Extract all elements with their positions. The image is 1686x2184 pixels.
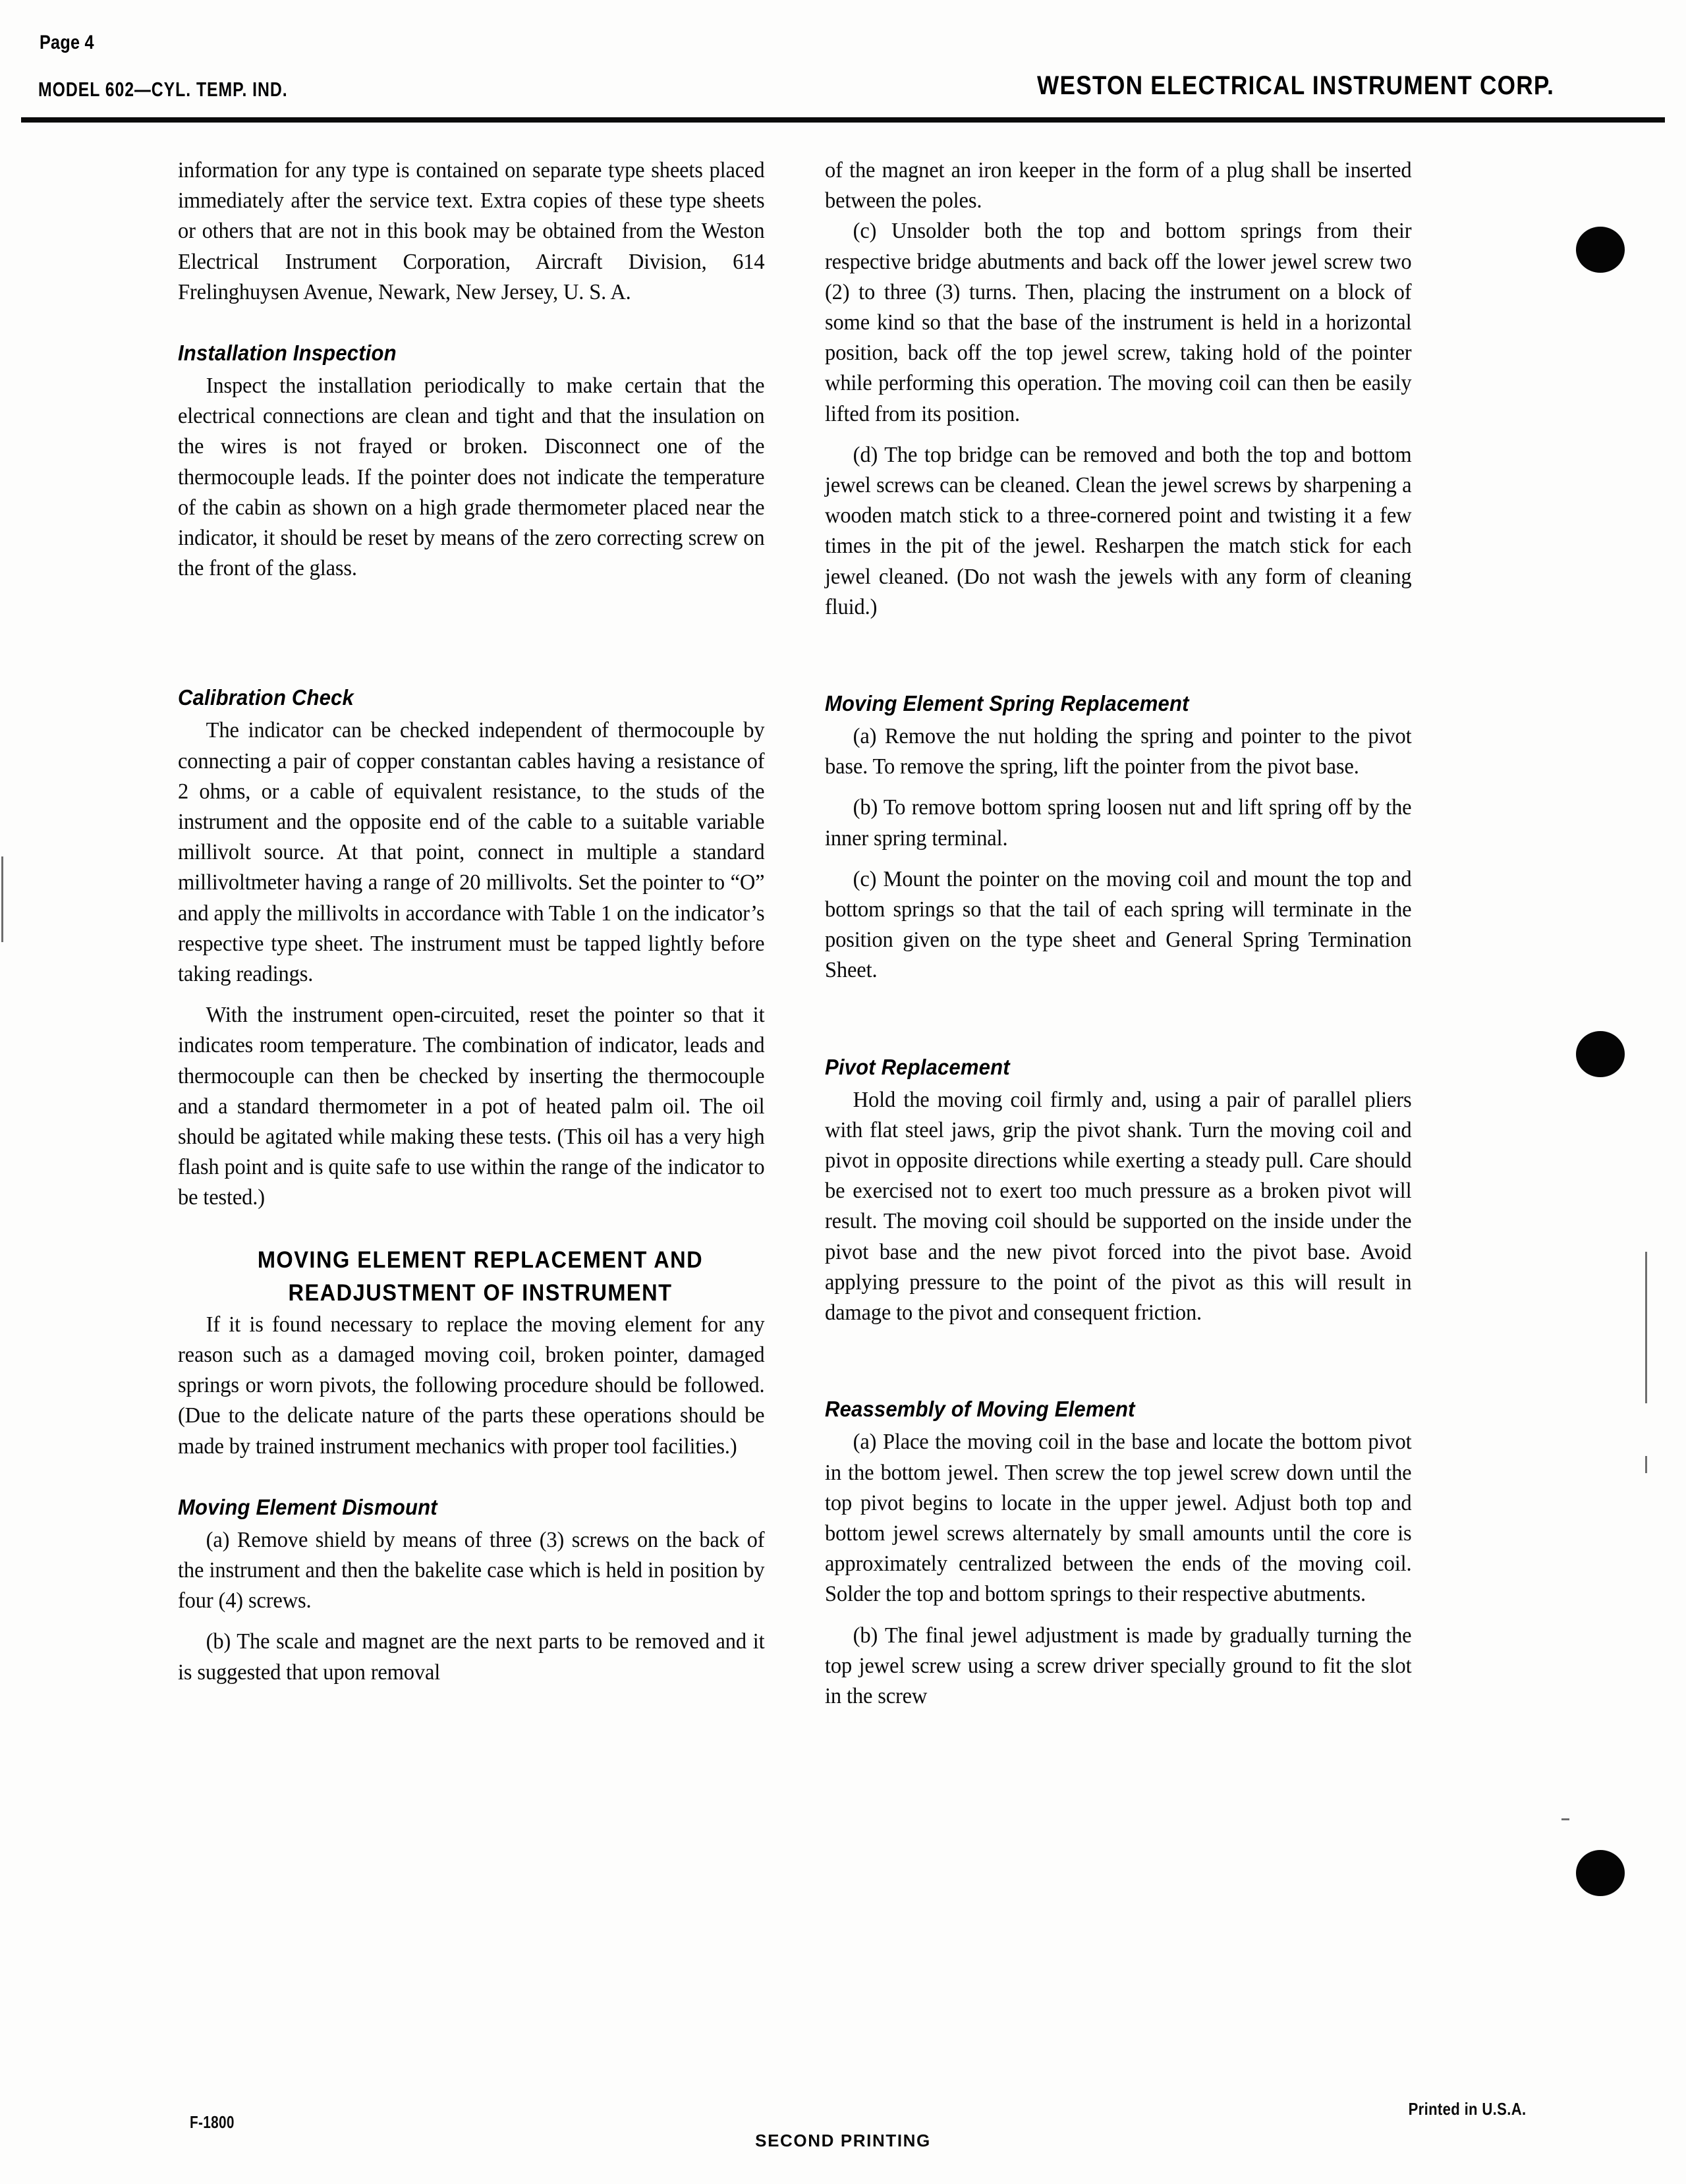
paragraph-dismount-a: (a) Remove shield by means of three (3) screws on the back of the instrument and then the bakelite case which is held in position by four (4) screws. (178, 1527, 765, 1613)
spacer (178, 990, 783, 1000)
scan-edge-mark (1645, 1456, 1647, 1473)
spacer (825, 782, 1430, 793)
hole-punch-mark-bottom (1576, 1850, 1625, 1896)
heading-spring-replacement: Moving Element Spring Replacement (825, 691, 1189, 716)
spacer (178, 1616, 783, 1627)
spacer (825, 623, 1430, 688)
spacer (825, 1610, 1430, 1621)
paragraph-reassembly-a: (a) Place the moving coil in the base and locate the bottom pivot in the bottom jewel. Then screw the top jewel screw down until the top pivot begins to locate in the upper jewel. Adjust both top and bottom jewel screws alternately by small amounts until the core is approximately centralized between the ends of the moving coil. Solder the top and bottom springs to their respective abutments. (825, 1430, 1412, 1607)
printed-in-usa: Printed in U.S.A. (1408, 2099, 1526, 2119)
printing-statement: SECOND PRINTING (755, 2131, 931, 2150)
paragraph-spring-a: (a) Remove the nut holding the spring and pointer to the pivot base. To remove the spring, lift the pointer from the pivot base. (825, 724, 1412, 779)
major-heading (199, 1244, 762, 1310)
heading-reassembly: Reassembly of Moving Element (825, 1397, 1135, 1422)
paragraph-pivot-replacement: Hold the moving coil firmly and, using a pair of parallel pliers with flat steel jaws, grip the pivot shank. Turn the moving coil and pivot in opposite directions while exerting a steady pull. Care should be exercised not to exert too much pressure as a broken pivot will result. The moving coil should be supported on the inside under the pivot base and the new pivot forced into the pivot base. Avoid applying pressure to the point of the pivot as this will result in damage to the pivot and consequent friction. (825, 1087, 1412, 1326)
page-footer (0, 2065, 1686, 2184)
paragraph-major-intro: If it is found necessary to replace the moving element for any reason such as a damaged moving coil, broken pointer, damaged springs or worn pivots, the following procedure should be followed. (Due to the delicate nature of the parts these operations should be made by trained instrument mechanics with proper tool facilities.) (178, 1312, 765, 1459)
hole-punch-mark-top (1576, 227, 1625, 273)
major-heading-line-1: MOVING ELEMENT REPLACEMENT AND (257, 1246, 704, 1273)
major-heading-line-2: READJUSTMENT OF INSTRUMENT (288, 1279, 673, 1306)
paragraph-spring-c: (c) Mount the pointer on the moving coil and mount the top and bottom springs so that the tail of each spring will terminate in the position given on the type sheet and General Spring Termination Sheet. (825, 866, 1412, 983)
intro-paragraph: information for any type is contained on separate type sheets placed immediately after the service text. Extra copies of these type sheets or others that are not in this book may be obtained from the Weston Electrical Instrument Corporation, Aircraft Division, 614 Frelinghuysen Avenue, Newark, New Jersey, U. S. A. (178, 158, 765, 304)
company-name: WESTON ELECTRICAL INSTRUMENT CORP. (1036, 71, 1554, 100)
model-designation: MODEL 602—CYL. TEMP. IND. (38, 78, 288, 101)
paragraph-item-d: (d) The top bridge can be removed and both the top and bottom jewel screws can be cleaned. Clean the jewel screws by sharpening a wooden match stick to a three-cornered point and twisting it a few times in the pit of the jewel. Resharpen the match stick for each jewel cleaned. (Do not wash the jewels with any form of cleaning fluid.) (825, 442, 1412, 619)
spacer (178, 308, 783, 338)
paragraph-item-c: (c) Unsolder both the top and bottom springs from their respective bridge abutments and back off the lower jewel screw two (2) to three (3) turns. Then, placing the instrument on a block of some kind so that the base of the instrument is held in a horizontal position, back off the top jewel screw, taking hold of the pointer while performing this operation. The moving coil can then be easily lifted from its position. (825, 219, 1412, 426)
heading-installation-inspection: Installation Inspection (178, 341, 397, 366)
paragraph-calibration-check-1: The indicator can be checked independent of thermocouple by connecting a pair of copper constantan cables having a resistance of 2 ohms, or a cable of equivalent resistance, to the studs of the instrument and the opposite end of the cable to a suitable variable millivolt source. At that point, connect in multiple a standard millivoltmeter having a range of 20 millivolts. Set the pointer to “O” and apply the millivolts in accordance with Table 1 on the indicator’s respective type sheet. The instrument must be tapped lightly before taking readings. (178, 718, 765, 987)
right-column (825, 155, 1430, 1712)
form-number: F-1800 (190, 2112, 235, 2132)
heading-moving-element-dismount: Moving Element Dismount (178, 1494, 437, 1519)
scan-edge-mark (1645, 1252, 1647, 1403)
heading-pivot-replacement: Pivot Replacement (825, 1054, 1010, 1079)
spacer (178, 1214, 783, 1244)
page-number: Page 4 (40, 32, 94, 53)
spacer (825, 854, 1430, 864)
paragraph-dismount-b: (b) The scale and magnet are the next parts to be removed and it is suggested that upon removal (178, 1629, 765, 1685)
heading-calibration-check: Calibration Check (178, 685, 354, 710)
paragraph-spring-b: (b) To remove bottom spring loosen nut and lift spring off by the inner spring terminal. (825, 795, 1412, 851)
spacer (825, 1328, 1430, 1394)
spacer (178, 1462, 783, 1492)
page-header (0, 0, 1686, 125)
body-columns (178, 155, 1430, 1712)
left-column (178, 155, 783, 1712)
spacer (825, 986, 1430, 1052)
hole-punch-mark-middle (1576, 1031, 1625, 1077)
spacer (825, 430, 1430, 440)
scan-edge-mark (1561, 1818, 1569, 1820)
paragraph-calibration-check-2: With the instrument open-circuited, reset the pointer so that it indicates room temperature. The combination of indicator, leads and thermocouple can then be checked by inserting the thermocouple and a standard thermometer in a pot of heated palm oil. The oil should be agitated while making these tests. (This oil has a very high flash point and is quite safe to use within the range of the indicator to be tested.) (178, 1003, 765, 1210)
scan-edge-mark (1, 856, 3, 942)
paragraph-reassembly-b: (b) The final jewel adjustment is made by gradually turning the top jewel screw using a screw driver specially ground to fit the slot in the screw (825, 1623, 1412, 1708)
spacer (178, 584, 783, 683)
header-rule (21, 117, 1665, 123)
paragraph-installation-inspection: Inspect the installation periodically to make certain that the electrical connections are clean and tight and that the insulation on the wires is not frayed or broken. Disconnect one of the thermocouple leads. If the pointer does not indicate the temperature of the cabin as shown on a high grade thermometer placed near the indicator, it should be reset by means of the zero correcting screw on the front of the glass. (178, 374, 765, 581)
paragraph-continuation: of the magnet an iron keeper in the form of a plug shall be inserted between the poles. (825, 158, 1412, 213)
